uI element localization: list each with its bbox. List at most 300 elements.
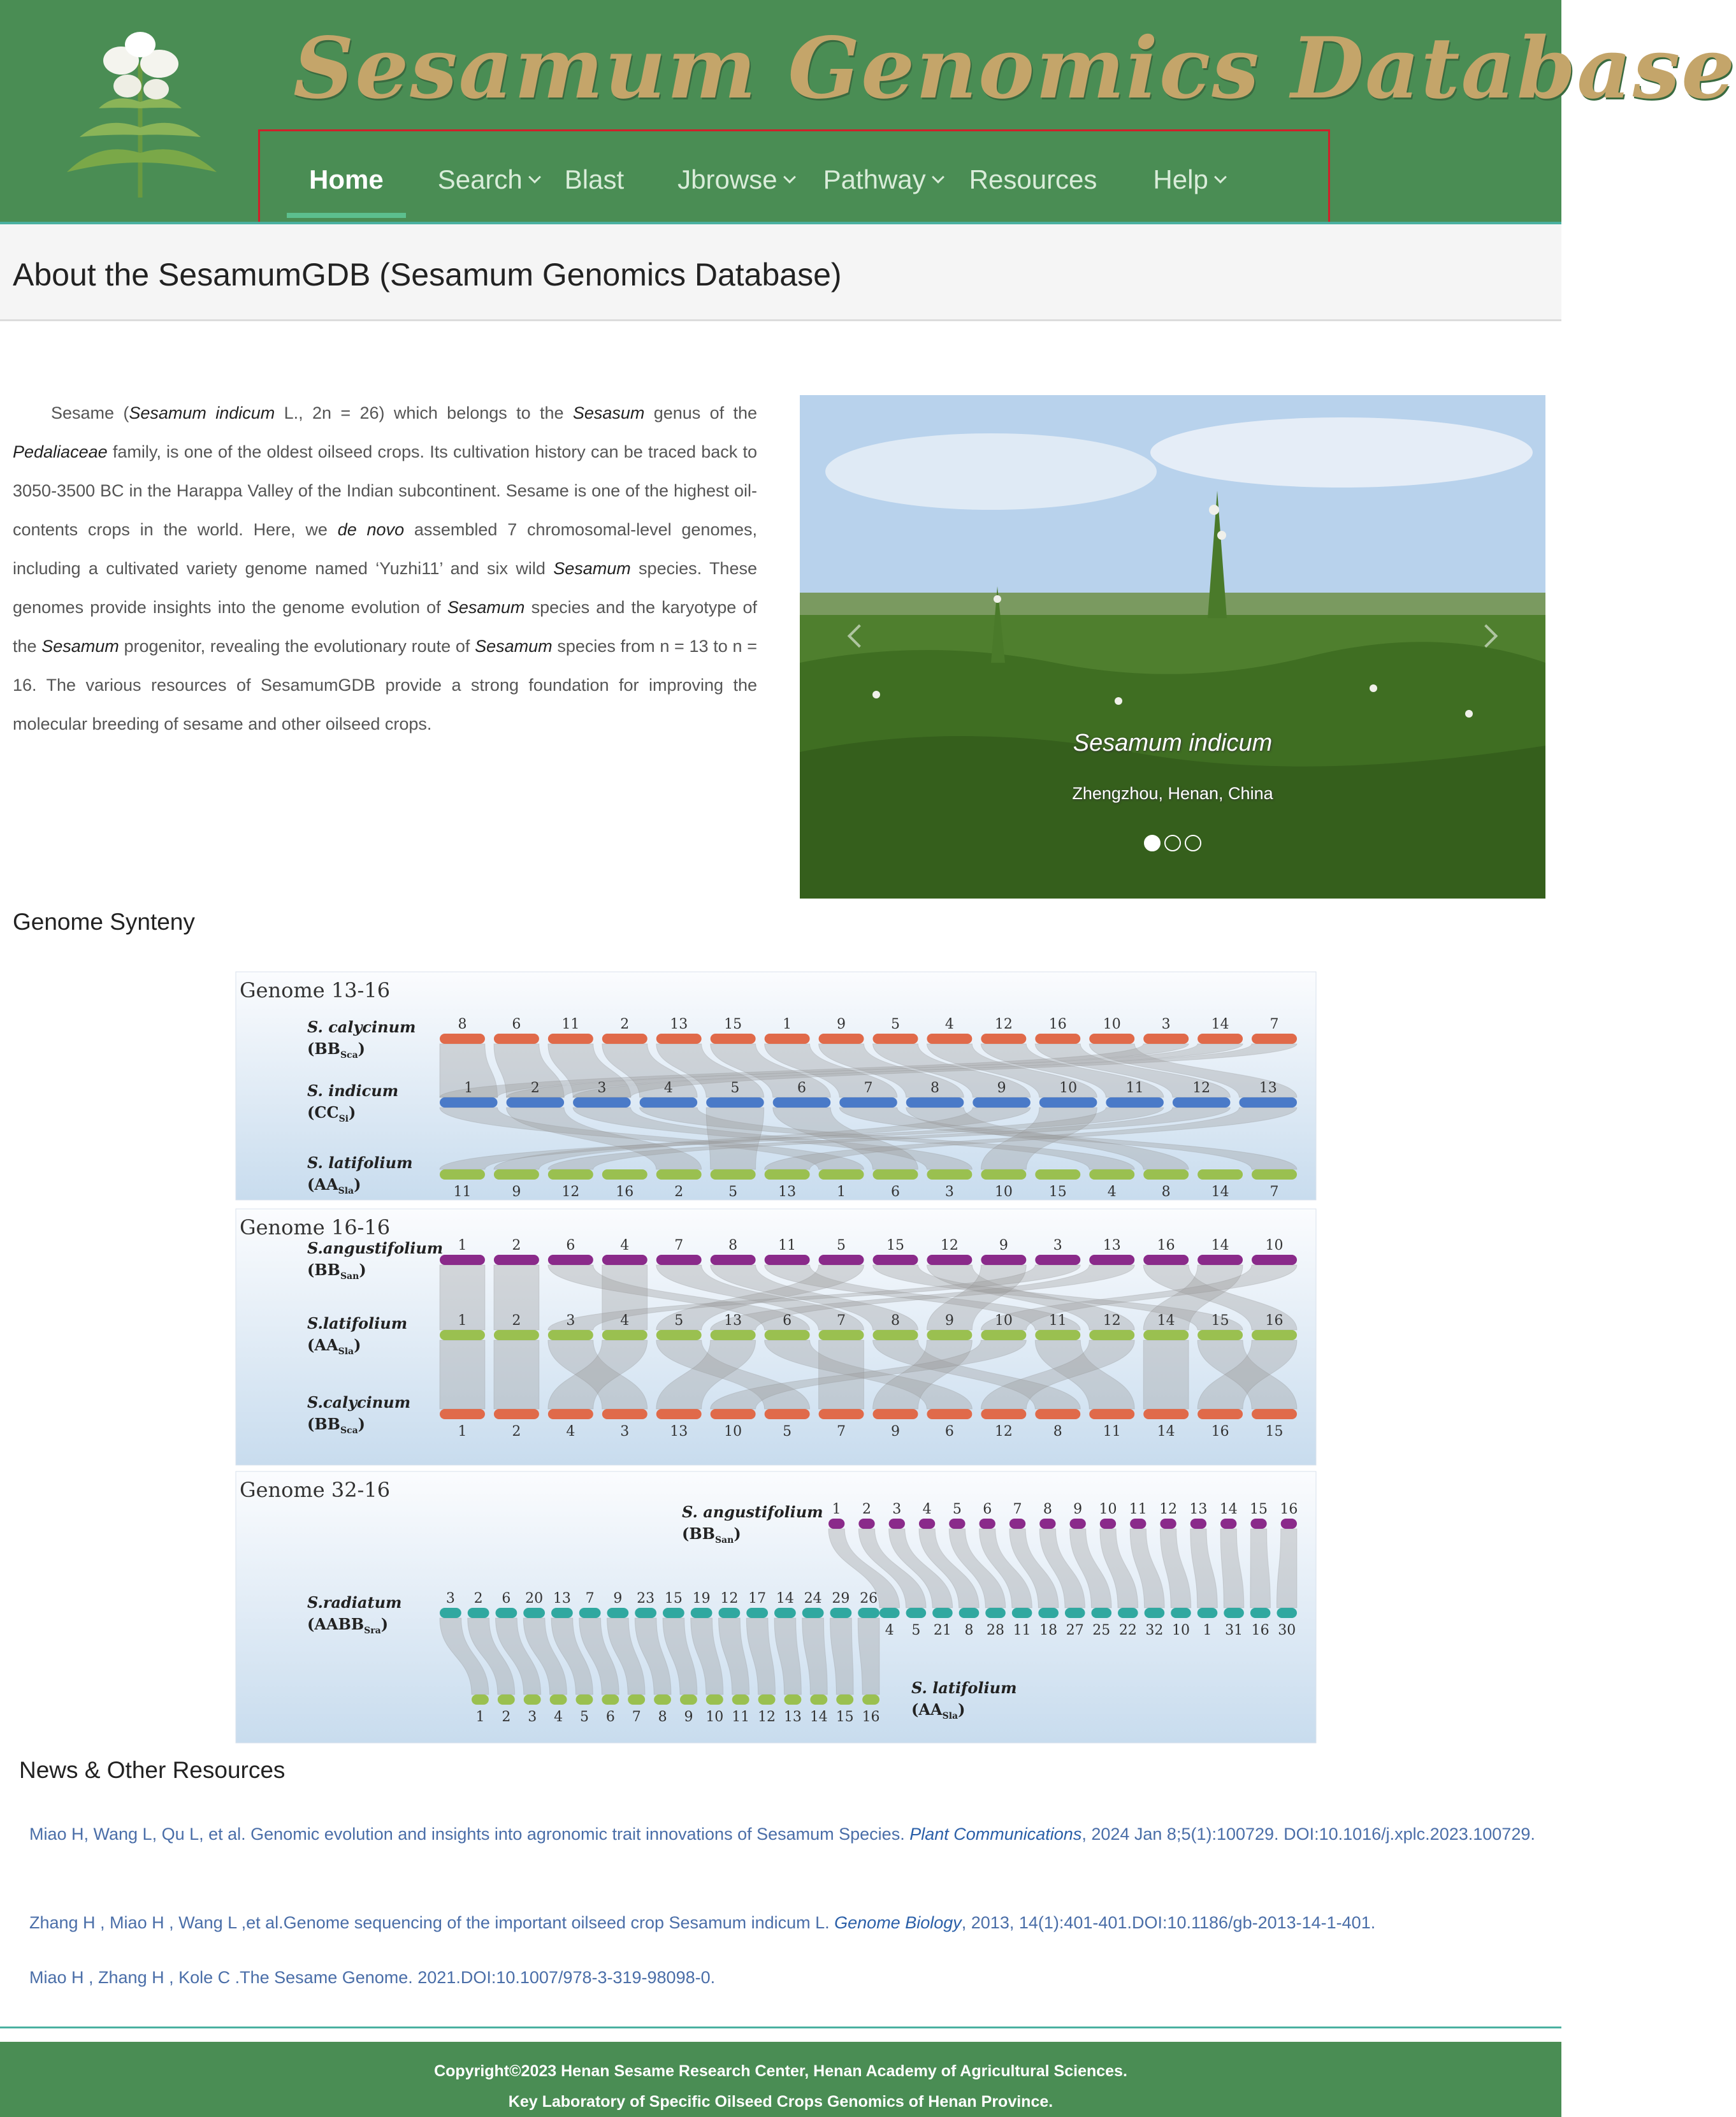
synteny-p3-t1-chrom-9 (1070, 1519, 1086, 1529)
synteny-p2-t1-chrom-5 (819, 1255, 864, 1265)
synteny-p3-t1-chrom-1 (828, 1519, 844, 1529)
synteny-p1-t1-chrom-label-15: 15 (724, 1016, 742, 1032)
nav-pathway[interactable]: Pathway (823, 141, 943, 218)
sesame-flower-logo-icon (61, 25, 220, 198)
news-ref-3[interactable]: Miao H , Zhang H , Kole C .The Sesame Genome. 2021.DOI:10.1007/978-3-319-98098-0. (29, 1968, 716, 1987)
synteny-p1-t2-chrom-13 (1239, 1097, 1297, 1108)
synteny-p2-t3-chrom-16 (1197, 1409, 1243, 1419)
synteny-p1-t3-genome-code: $(AA_{Sla})$ (307, 1175, 361, 1196)
synteny-p2-t3-chrom-label-2: 2 (512, 1424, 521, 1440)
synteny-p3-t2-top-chrom-7 (579, 1608, 601, 1618)
synteny-p1-t3-chrom-8 (1143, 1169, 1189, 1180)
synteny-p1-t1-chrom-label-12: 12 (994, 1016, 1013, 1032)
synteny-p3-t3-genome-code: $(AA_{Sla})$ (911, 1700, 966, 1721)
synteny-p3-t2-bottom-chrom-25 (1092, 1608, 1112, 1618)
synteny-p3-t3-chrom-14 (810, 1694, 827, 1705)
synteny-p3-t2-top-chrom-label-24: 24 (804, 1591, 822, 1607)
synteny-p2-t2-label: S.latifolium (307, 1314, 408, 1333)
synteny-p2-t2-chrom-9 (927, 1330, 972, 1340)
synteny-p2-t3-chrom-label-3: 3 (620, 1424, 630, 1440)
synteny-p1-t1-genome-code: $(BB_{Sca})$ (307, 1039, 366, 1060)
synteny-p2-t3-chrom-label-7: 7 (837, 1424, 846, 1440)
synteny-p1-t3-chrom-label-6: 6 (890, 1184, 900, 1200)
synteny-p1-t1-chrom-label-8: 8 (458, 1016, 467, 1032)
synteny-p3-t2-top-chrom-label-6: 6 (502, 1591, 511, 1607)
synteny-p1-t2-chrom-label-1: 1 (464, 1080, 474, 1096)
synteny-p1-t2-chrom-1 (440, 1097, 498, 1108)
synteny-p1-t1-chrom-13 (656, 1034, 702, 1044)
synteny-p3-t1-chrom-5 (949, 1519, 965, 1529)
synteny-p1-t3-chrom-label-16: 16 (616, 1184, 634, 1200)
synteny-p3-t1-chrom-label-13: 13 (1189, 1501, 1208, 1517)
synteny-p2-t3-chrom-label-13: 13 (670, 1424, 688, 1440)
synteny-p2-t1-chrom-label-5: 5 (837, 1238, 846, 1254)
synteny-p2-t3-chrom-1 (440, 1409, 485, 1419)
carousel-dot-1[interactable] (1144, 835, 1161, 851)
sesame-field-photo (800, 395, 1545, 899)
synteny-p1-t2-chrom-label-11: 11 (1125, 1080, 1144, 1096)
synteny-p3-t2-bottom-chrom-label-10: 10 (1171, 1622, 1190, 1638)
synteny-p3-t3-chrom-label-3: 3 (528, 1709, 537, 1725)
synteny-p3-t1-chrom-14 (1220, 1519, 1236, 1529)
synteny-p1-t1-chrom-label-16: 16 (1048, 1016, 1067, 1032)
synteny-p2-t1-chrom-10 (1252, 1255, 1297, 1265)
synteny-p1-t3-chrom-label-1: 1 (837, 1184, 846, 1200)
synteny-p2-t3-chrom-label-1: 1 (458, 1424, 467, 1440)
synteny-p1-t3-chrom-label-9: 9 (512, 1184, 521, 1200)
nav-blast[interactable]: Blast (564, 164, 625, 194)
synteny-p2-t2-chrom-label-13: 13 (724, 1313, 742, 1329)
synteny-p3-t2-top-chrom-26 (858, 1608, 879, 1618)
synteny-p2-t3-chrom-11 (1089, 1409, 1134, 1419)
synteny-p3-t1-chrom-label-4: 4 (922, 1501, 932, 1517)
synteny-p3-t2-top-chrom-label-20: 20 (525, 1591, 544, 1607)
chevron-down-icon (932, 171, 944, 184)
synteny-p2-t2-chrom-11 (1035, 1330, 1080, 1340)
synteny-p2-t2-chrom-12 (1089, 1330, 1134, 1340)
synteny-p2-t2-chrom-7 (819, 1330, 864, 1340)
synteny-p2-t2-chrom-15 (1197, 1330, 1243, 1340)
synteny-p1-t2-chrom-label-8: 8 (930, 1080, 940, 1096)
synteny-p3-t1-chrom-label-6: 6 (983, 1501, 992, 1517)
synteny-p2-t1-label: S.angustifolium (307, 1239, 444, 1257)
synteny-p1-t2-chrom-label-5: 5 (730, 1080, 740, 1096)
synteny-p1-t2-chrom-label-3: 3 (597, 1080, 607, 1096)
synteny-p1-t1-chrom-label-7: 7 (1269, 1016, 1279, 1032)
synteny-p1-t2-chrom-8 (906, 1097, 964, 1108)
synteny-p3-t3-chrom-9 (680, 1694, 697, 1705)
synteny-p3-t3-chrom-label-8: 8 (658, 1709, 667, 1725)
synteny-p1-t3-chrom-label-11: 11 (453, 1184, 472, 1200)
synteny-p3-t2-bottom-chrom-11 (1012, 1608, 1032, 1618)
synteny-p1-t2-genome-code: $(CC_{Si})$ (307, 1103, 356, 1124)
synteny-p1-t3-chrom-label-12: 12 (561, 1184, 580, 1200)
synteny-p2-t2-chrom-label-11: 11 (1048, 1313, 1067, 1329)
synteny-p1-t3-chrom-label-10: 10 (994, 1184, 1013, 1200)
synteny-p1-t3-chrom-label-13: 13 (778, 1184, 797, 1200)
synteny-p3-t2-bottom-chrom-label-27: 27 (1066, 1622, 1084, 1638)
chevron-down-icon (528, 171, 541, 184)
synteny-p3-t2-top-chrom-24 (802, 1608, 824, 1618)
synteny-p2-t2-chrom-8 (873, 1330, 918, 1340)
synteny-p2-t1-chrom-2 (494, 1255, 539, 1265)
synteny-p3-t3-chrom-10 (706, 1694, 723, 1705)
synteny-p3-t2-top-chrom-23 (635, 1608, 656, 1618)
synteny-p2-t3-chrom-label-16: 16 (1211, 1424, 1229, 1440)
synteny-p3-t2-top-chrom-label-15: 15 (664, 1591, 683, 1607)
nav-home[interactable]: Home (309, 141, 384, 218)
synteny-p1-t3-label: S. latifolium (307, 1153, 413, 1172)
synteny-p2-t3-chrom-14 (1143, 1409, 1189, 1419)
synteny-p2-t2-chrom-label-5: 5 (674, 1313, 684, 1329)
synteny-p3-t1-genome-code: $(BB_{San})$ (682, 1524, 741, 1545)
synteny-p2-t2-genome-code: $(AA_{Sla})$ (307, 1336, 361, 1357)
synteny-p1-t3-chrom-label-5: 5 (728, 1184, 738, 1200)
synteny-p1-t3-chrom-14 (1197, 1169, 1243, 1180)
synteny-p1-t1-label: S. calycinum (307, 1018, 416, 1036)
synteny-p3-t2-bottom-chrom-label-32: 32 (1145, 1622, 1164, 1638)
synteny-p3-t2-bottom-chrom-label-4: 4 (885, 1622, 894, 1638)
nav-jbrowse[interactable]: Jbrowse (677, 141, 793, 218)
synteny-p3-t2-top-chrom-3 (440, 1608, 461, 1618)
synteny-p3-t2-top-chrom-label-17: 17 (748, 1591, 767, 1607)
site-header (0, 0, 1736, 222)
synteny-p3-t1-chrom-10 (1100, 1519, 1116, 1529)
synteny-p3-t2-top-chrom-2 (468, 1608, 489, 1618)
synteny-p3-t3-chrom-11 (732, 1694, 749, 1705)
synteny-p3-t2-bottom-chrom-label-25: 25 (1092, 1622, 1111, 1638)
synteny-p2-t1-chrom-11 (765, 1255, 810, 1265)
synteny-p1-t2-chrom-label-2: 2 (530, 1080, 540, 1096)
synteny-p1-t1-chrom-8 (440, 1034, 485, 1044)
synteny-p2-t3-chrom-2 (494, 1409, 539, 1419)
synteny-p2-t2-chrom-label-10: 10 (994, 1313, 1013, 1329)
synteny-p1-t3-chrom-13 (765, 1169, 810, 1180)
synteny-p2-t1-chrom-label-12: 12 (940, 1238, 958, 1254)
synteny-p2-t3-chrom-label-4: 4 (566, 1424, 575, 1440)
synteny-p1-t1-chrom-11 (548, 1034, 593, 1044)
synteny-p2-t2-chrom-2 (494, 1330, 539, 1340)
synteny-p2-t3-chrom-9 (873, 1409, 918, 1419)
synteny-p3-t2-top-chrom-label-29: 29 (832, 1591, 850, 1607)
synteny-p3-t2-bottom-chrom-label-8: 8 (964, 1622, 974, 1638)
synteny-p1-t2-chrom-12 (1173, 1097, 1231, 1108)
footer-lab: Key Laboratory of Specific Oilseed Crops Genomics of Henan Province. (508, 2093, 1053, 2111)
synteny-p3-t2-bottom-chrom-label-22: 22 (1118, 1622, 1137, 1638)
synteny-p2-t2-chrom-label-9: 9 (944, 1313, 954, 1329)
synteny-p3-t1-chrom-label-10: 10 (1099, 1501, 1117, 1517)
synteny-p3-t3-chrom-label-1: 1 (475, 1709, 485, 1725)
synteny-p2-b-ribbon-1 (494, 1340, 539, 1409)
synteny-p2-t2-chrom-label-7: 7 (837, 1313, 846, 1329)
synteny-p3-t2-top-chrom-label-26: 26 (860, 1591, 878, 1607)
synteny-p2-t1-chrom-12 (927, 1255, 972, 1265)
synteny-p3-t2-bottom-chrom-label-11: 11 (1013, 1622, 1031, 1638)
synteny-p1-t1-chrom-1 (765, 1034, 810, 1044)
synteny-p1-t3-chrom-1 (819, 1169, 864, 1180)
synteny-p3-t2-bottom-chrom-22 (1118, 1608, 1138, 1618)
synteny-p1-t1-chrom-label-14: 14 (1211, 1016, 1229, 1032)
synteny-p3-t3-chrom-label-7: 7 (632, 1709, 641, 1725)
synteny-p1-t2-chrom-label-7: 7 (864, 1080, 873, 1096)
synteny-p2-t3-chrom-label-15: 15 (1265, 1424, 1284, 1440)
synteny-p1-t1-chrom-7 (1252, 1034, 1297, 1044)
synteny-p3-t1-chrom-label-7: 7 (1013, 1501, 1022, 1517)
synteny-p3-t1-chrom-3 (889, 1519, 905, 1529)
synteny-p1-t1-chrom-label-1: 1 (783, 1016, 792, 1032)
synteny-p1-t3-chrom-label-2: 2 (674, 1184, 684, 1200)
synteny-p2-t2-chrom-14 (1143, 1330, 1189, 1340)
synteny-p1-t3-chrom-15 (1035, 1169, 1080, 1180)
news-ref-1[interactable]: Miao H, Wang L, Qu L, et al. Genomic evolution and insights into agronomic trait innovations of Sesamum Species. Plant Communications, 2024 Jan 8;5(1):100729. DOI:10.1016/j.xplc.2023.100729. (29, 1824, 1535, 1844)
synteny-p3-t1-chrom-12 (1160, 1519, 1176, 1529)
footer-divider (0, 2027, 1561, 2028)
synteny-p2-t1-chrom-label-11: 11 (778, 1238, 797, 1254)
synteny-p3-t1-chrom-label-2: 2 (862, 1501, 871, 1517)
synteny-p1-t1-chrom-label-9: 9 (837, 1016, 846, 1032)
synteny-p2-t1-chrom-3 (1035, 1255, 1080, 1265)
synteny-p1-t2-chrom-11 (1106, 1097, 1164, 1108)
synteny-p2-t3-chrom-6 (927, 1409, 972, 1419)
carousel-dot-3[interactable] (1185, 835, 1201, 851)
synteny-p3-t1-chrom-label-8: 8 (1043, 1501, 1052, 1517)
synteny-p3-t2-bottom-chrom-18 (1038, 1608, 1059, 1618)
synteny-p3-t1-chrom-16 (1281, 1519, 1297, 1529)
synteny-p1-t1-chrom-4 (927, 1034, 972, 1044)
synteny-p3-t2-top-chrom-19 (691, 1608, 712, 1618)
synteny-p3-t2-top-chrom-label-13: 13 (553, 1591, 571, 1607)
synteny-p2-t1-chrom-label-2: 2 (512, 1238, 521, 1254)
synteny-p2-t2-chrom-label-12: 12 (1103, 1313, 1121, 1329)
synteny-p1-t1-chrom-6 (494, 1034, 539, 1044)
synteny-p2-t1-chrom-7 (656, 1255, 702, 1265)
synteny-p1-t1-chrom-label-3: 3 (1161, 1016, 1171, 1032)
synteny-p3-t3-chrom-label-14: 14 (809, 1709, 828, 1725)
synteny-p2-t1-chrom-label-16: 16 (1157, 1238, 1175, 1254)
synteny-p3-t3-chrom-label-11: 11 (732, 1709, 750, 1725)
synteny-p2-t2-chrom-16 (1252, 1330, 1297, 1340)
synteny-p2-t1-chrom-label-6: 6 (566, 1238, 575, 1254)
synteny-p3-t2-bottom-chrom-30 (1277, 1608, 1297, 1618)
synteny-p2-t1-chrom-15 (873, 1255, 918, 1265)
synteny-p3-t2-top-chrom-13 (551, 1608, 573, 1618)
synteny-p2-t3-chrom-label-8: 8 (1053, 1424, 1062, 1440)
synteny-p3-t2-bottom-chrom-4 (879, 1608, 900, 1618)
synteny-p1-t3-chrom-4 (1089, 1169, 1134, 1180)
synteny-p1-t3-chrom-label-15: 15 (1048, 1184, 1067, 1200)
synteny-p1-t2-chrom-label-6: 6 (797, 1080, 806, 1096)
synteny-p1-t3-chrom-9 (494, 1169, 539, 1180)
synteny-p2-t3-chrom-label-10: 10 (724, 1424, 742, 1440)
synteny-p1-t1-chrom-12 (981, 1034, 1026, 1044)
synteny-p3-t1-chrom-label-11: 11 (1129, 1501, 1147, 1517)
synteny-p3-t3-chrom-label-2: 2 (502, 1709, 511, 1725)
synteny-p3-t2-top-chrom-label-23: 23 (637, 1591, 655, 1607)
chevron-down-icon (1214, 171, 1227, 184)
synteny-p3-t2-top-chrom-label-2: 2 (474, 1591, 483, 1607)
synteny-p1-t3-chrom-12 (548, 1169, 593, 1180)
synteny-p1-t1-chrom-label-13: 13 (670, 1016, 688, 1032)
image-carousel[interactable] (800, 395, 1545, 899)
synteny-p2-t2-chrom-1 (440, 1330, 485, 1340)
synteny-p2-t3-chrom-5 (765, 1409, 810, 1419)
synteny-p2-t3-chrom-label-6: 6 (944, 1424, 954, 1440)
synteny-p1-t2-chrom-3 (573, 1097, 631, 1108)
synteny-p3-t2-top-chrom-6 (496, 1608, 517, 1618)
synteny-p3-t2-bottom-chrom-5 (906, 1608, 927, 1618)
chevron-down-icon (783, 171, 796, 184)
synteny-p1-t1-chrom-label-5: 5 (890, 1016, 900, 1032)
about-title-bar (0, 222, 1561, 321)
synteny-p3-t1-chrom-11 (1130, 1519, 1146, 1529)
synteny-p3-t2-bottom-chrom-label-30: 30 (1278, 1622, 1296, 1638)
synteny-p2-t2-chrom-6 (765, 1330, 810, 1340)
synteny-p2-t2-chrom-label-14: 14 (1157, 1313, 1175, 1329)
synteny-p2-t3-chrom-label-11: 11 (1103, 1424, 1121, 1440)
synteny-p2-t2-chrom-label-3: 3 (566, 1313, 575, 1329)
synteny-p3-t3-chrom-8 (654, 1694, 671, 1705)
synteny-p3-t3-chrom-13 (785, 1694, 802, 1705)
synteny-p3-t1-chrom-13 (1190, 1519, 1206, 1529)
carousel-subcaption: Zhengzhou, Henan, China (1072, 784, 1273, 803)
synteny-p2-t3-chrom-label-9: 9 (890, 1424, 900, 1440)
synteny-p2-t2-chrom-label-15: 15 (1211, 1313, 1229, 1329)
synteny-p2-t3-genome-code: $(BB_{Sca})$ (307, 1415, 366, 1436)
synteny-p2-t3-chrom-3 (602, 1409, 647, 1419)
synteny-p2-t1-chrom-6 (548, 1255, 593, 1265)
synteny-p3-t1-chrom-label-3: 3 (892, 1501, 902, 1517)
synteny-p3-t2-top-chrom-label-19: 19 (692, 1591, 711, 1607)
synteny-p3-t3-chrom-label-12: 12 (758, 1709, 776, 1725)
synteny-p3-t3-label: S. latifolium (911, 1679, 1017, 1697)
synteny-p3-t2-bottom-chrom-32 (1145, 1608, 1165, 1618)
synteny-p2-t3-chrom-15 (1252, 1409, 1297, 1419)
synteny-p3-t2-bottom-chrom-label-28: 28 (987, 1622, 1005, 1638)
synteny-p1-t3-chrom-6 (873, 1169, 918, 1180)
synteny-p2-t1-chrom-16 (1143, 1255, 1189, 1265)
carousel-caption: Sesamum indicum (1073, 730, 1273, 756)
synteny-p1-t1-chrom-label-2: 2 (620, 1016, 630, 1032)
synteny-p2-t1-genome-code: $(BB_{San})$ (307, 1261, 366, 1282)
nav-help[interactable]: Help (1153, 141, 1224, 218)
intro-paragraph: Sesame (Sesamum indicum L., 2n = 26) which belongs to the Sesasum genus of the Pedaliaceae family, is one of the oldest oilseed crops. Its cultivation history can be traced back to 3050-3500 BC in the Harappa Valley of the Indian subcontinent. Sesame is one of the highest oil-contents crops in the world. Here, we de novo assembled 7 chromosomal-level genomes, including a cultivated variety genome named ‘Yuzhi11’ and six wild Sesamum species. These genomes provide insights into the genome evolution of Sesamum species and the karyotype of the Sesamum progenitor, revealing the evolutionary route of Sesamum species from n = 13 to n = 16. The various resources of SesamumGDB provide a strong foundation for improving the molecular breeding of sesame and other oilseed crops. (13, 403, 758, 733)
synteny-p3-t3-chrom-label-16: 16 (862, 1709, 880, 1725)
synteny-p2-t3-chrom-13 (656, 1409, 702, 1419)
synteny-p2-t2-chrom-label-8: 8 (890, 1313, 900, 1329)
synteny-p3-t1-chrom-4 (919, 1519, 935, 1529)
synteny-p1-t1-chrom-label-6: 6 (512, 1016, 521, 1032)
synteny-p3-t3-chrom-label-10: 10 (705, 1709, 724, 1725)
synteny-p2-t3-chrom-label-5: 5 (783, 1424, 792, 1440)
synteny-p3-t2-top-chrom-label-7: 7 (585, 1591, 595, 1607)
synteny-p3-t3-chrom-label-4: 4 (554, 1709, 563, 1725)
synteny-p3-t1-chrom-label-12: 12 (1159, 1501, 1178, 1517)
synteny-p1-t3-chrom-3 (927, 1169, 972, 1180)
synteny-p2-t3-chrom-12 (981, 1409, 1026, 1419)
synteny-p1-t2-chrom-label-9: 9 (997, 1080, 1006, 1096)
synteny-p3-t2-bottom-chrom-10 (1171, 1608, 1191, 1618)
synteny-p3-t1-chrom-label-15: 15 (1250, 1501, 1268, 1517)
synteny-p1-t3-chrom-label-4: 4 (1107, 1184, 1117, 1200)
synteny-p2-t2-chrom-label-1: 1 (458, 1313, 467, 1329)
genome-synteny-figure (236, 972, 1316, 1743)
synteny-p1-t2-chrom-10 (1039, 1097, 1097, 1108)
news-ref-2[interactable]: Zhang H , Miao H , Wang L ,et al.Genome sequencing of the important oilseed crop Sesamum indicum L. Genome Biology, 2013, 14(1):401-401.DOI:10.1186/gb-2013-14-1-401. (29, 1913, 1376, 1932)
synteny-p3-t1-chrom-label-5: 5 (952, 1501, 962, 1517)
synteny-p3-t2-top-chrom-14 (774, 1608, 796, 1618)
synteny-p3-t3-chrom-15 (836, 1694, 853, 1705)
synteny-p3-t2-bottom-chrom-label-16: 16 (1251, 1622, 1269, 1638)
synteny-p3-t2-bottom-chrom-1 (1197, 1608, 1218, 1618)
synteny-p3-t3-chrom-12 (758, 1694, 776, 1705)
synteny-p2-t1-chrom-4 (602, 1255, 647, 1265)
synteny-p1-t2-chrom-6 (773, 1097, 831, 1108)
synteny-p3-t1-chrom-8 (1039, 1519, 1055, 1529)
synteny-p3-t2-genome-code: $(AABB_{Sra})$ (307, 1615, 389, 1636)
site-footer (0, 2042, 1561, 2117)
synteny-p2-t2-chrom-label-4: 4 (620, 1313, 630, 1329)
synteny-p2-t1-chrom-9 (981, 1255, 1026, 1265)
synteny-p2-t1-chrom-label-14: 14 (1211, 1238, 1229, 1254)
synteny-panel-title-3: Genome 32-16 (240, 1478, 391, 1502)
synteny-p3-t2-bottom-chrom-16 (1250, 1608, 1271, 1618)
synteny-p2-t1-chrom-14 (1197, 1255, 1243, 1265)
synteny-p1-t3-chrom-11 (440, 1169, 485, 1180)
synteny-p3-t3-chrom-1 (472, 1694, 489, 1705)
synteny-p3-t2-top-chrom-12 (719, 1608, 741, 1618)
synteny-p1-t3-chrom-label-8: 8 (1161, 1184, 1171, 1200)
synteny-p3-t3-chrom-label-9: 9 (684, 1709, 693, 1725)
synteny-p1-t2-chrom-9 (973, 1097, 1031, 1108)
synteny-p1-t1-chrom-3 (1143, 1034, 1189, 1044)
synteny-p3-t3-chrom-5 (576, 1694, 593, 1705)
nav-resources[interactable]: Resources (969, 164, 1097, 194)
synteny-p2-t1-chrom-label-3: 3 (1053, 1238, 1062, 1254)
synteny-p2-t3-chrom-4 (548, 1409, 593, 1419)
synteny-p1-t3-chrom-label-3: 3 (944, 1184, 954, 1200)
synteny-p2-t1-chrom-13 (1089, 1255, 1134, 1265)
synteny-p2-t2-chrom-label-16: 16 (1265, 1313, 1284, 1329)
synteny-p3-t3-chrom-label-5: 5 (579, 1709, 589, 1725)
synteny-p2-t2-chrom-10 (981, 1330, 1026, 1340)
synteny-p3-t3-chrom-label-13: 13 (783, 1709, 802, 1725)
synteny-p3-t2-bottom-chrom-31 (1224, 1608, 1244, 1618)
main-nav (284, 141, 1225, 218)
news-heading: News & Other Resources (19, 1757, 286, 1783)
carousel-dot-2[interactable] (1164, 835, 1181, 851)
footer-copyright: Copyright©2023 Henan Sesame Research Center, Henan Academy of Agricultural Sciences. (434, 2062, 1127, 2080)
synteny-p2-t2-chrom-5 (656, 1330, 702, 1340)
nav-search[interactable]: Search (438, 141, 539, 218)
synteny-p1-t1-chrom-15 (711, 1034, 756, 1044)
synteny-p1-t2-label: S. indicum (307, 1081, 399, 1100)
synteny-p2-t1-chrom-1 (440, 1255, 485, 1265)
synteny-p3-t2-top-chrom-label-9: 9 (613, 1591, 623, 1607)
synteny-p3-t3-chrom-4 (550, 1694, 567, 1705)
synteny-p2-t1-chrom-label-10: 10 (1265, 1238, 1284, 1254)
synteny-p1-t2-chrom-7 (839, 1097, 897, 1108)
synteny-p3-t2-top-chrom-29 (830, 1608, 852, 1618)
synteny-p2-t3-chrom-label-12: 12 (994, 1424, 1013, 1440)
synteny-p3-t1-chrom-label-1: 1 (832, 1501, 841, 1517)
synteny-p2-t2-chrom-3 (548, 1330, 593, 1340)
synteny-p3-t1-chrom-15 (1250, 1519, 1266, 1529)
synteny-p1-t2-chrom-label-10: 10 (1059, 1080, 1078, 1096)
synteny-p1-t3-chrom-7 (1252, 1169, 1297, 1180)
synteny-p3-t2-label: S.radiatum (307, 1593, 402, 1612)
synteny-p3-t3-chrom-label-6: 6 (605, 1709, 615, 1725)
synteny-heading: Genome Synteny (13, 909, 195, 935)
